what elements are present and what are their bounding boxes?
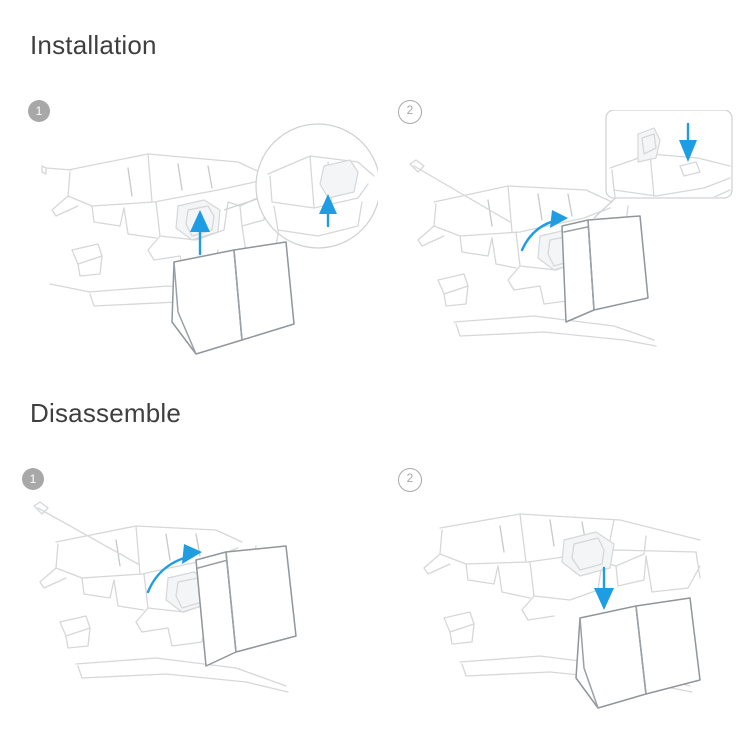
- illustration-installation-step-1: [28, 110, 378, 360]
- lens-hood-removed: [576, 598, 700, 708]
- gimbal-module: [562, 532, 614, 576]
- lens-hood-detaching: [196, 546, 296, 666]
- illustration-installation-step-2: [398, 110, 738, 360]
- illustration-disassemble-step-1: [20, 480, 370, 730]
- lens-hood-rotating: [562, 216, 648, 322]
- illustration-disassemble-step-2: [400, 480, 740, 730]
- section-title-installation: Installation: [30, 30, 157, 60]
- arrow-remove-down: [594, 568, 614, 610]
- step-badge-installation-1: 1: [28, 100, 50, 122]
- step-badge-installation-2: 2: [398, 100, 422, 124]
- magnifier-callout: [224, 124, 378, 252]
- magnifier-callout: [594, 110, 732, 218]
- section-title-disassemble: Disassemble: [30, 398, 182, 428]
- step-badge-disassemble-1: 1: [22, 468, 44, 490]
- step-badge-disassemble-2: 2: [398, 468, 422, 492]
- lens-hood-front: [172, 242, 294, 354]
